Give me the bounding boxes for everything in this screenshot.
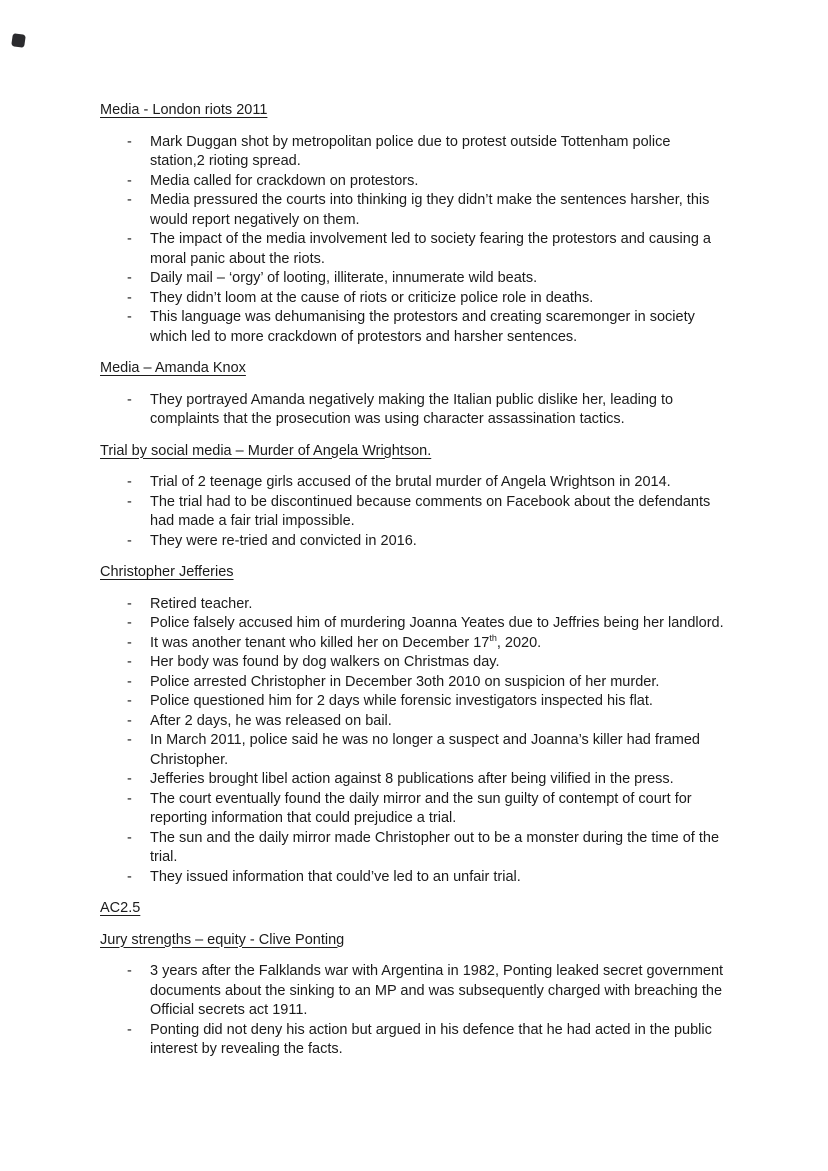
bullet-item xyxy=(100,770,728,790)
bullet-text: Daily mail – ‘orgy’ of looting, illiterate, innumerate wild beats. xyxy=(150,270,538,286)
bullet-item xyxy=(100,673,728,693)
bullet-list xyxy=(100,473,728,551)
bullet-dash: - xyxy=(127,712,132,729)
bullet-dash: - xyxy=(127,231,132,247)
bullet-text: After 2 days, he was released on bail. xyxy=(150,712,392,729)
bullet-text: They didn’t loom at the cause of riots or criticize police role in deaths. xyxy=(150,289,594,306)
bullet-item xyxy=(100,614,728,634)
section-heading: Christopher Jefferies xyxy=(100,564,234,580)
section-trial-by-social-media xyxy=(100,442,728,552)
bullet-item xyxy=(100,962,728,1021)
bullet-item xyxy=(100,473,728,493)
bullet-text: Police questioned him for 2 days while forensic investigators inspected his flat. xyxy=(150,693,653,709)
bullet-text: In March 2011, police said he was no longer a suspect and Joanna’s killer had framed Christopher. xyxy=(150,732,700,768)
bullet-text: The sun and the daily mirror made Christopher out to be a monster during the time of the trial. xyxy=(150,829,720,865)
section-heading: Jury strengths – equity - Clive Ponting xyxy=(100,931,345,948)
bullet-dash: - xyxy=(127,270,132,286)
bullet-dash: - xyxy=(127,615,132,631)
bullet-dash: - xyxy=(127,693,132,709)
bullet-item xyxy=(100,230,728,269)
bullet-item xyxy=(100,391,728,430)
bullet-dash: - xyxy=(127,963,132,979)
bullet-dash: - xyxy=(127,172,132,189)
bullet-dash: - xyxy=(127,192,132,208)
bullet-item xyxy=(100,634,728,654)
section-heading: AC2.5 xyxy=(100,900,141,916)
bullet-item xyxy=(100,493,728,532)
bullet-item xyxy=(100,269,728,289)
bullet-text: Media pressured the courts into thinking ig they didn’t make the sentences harsher, this would report negatively on them. xyxy=(150,192,710,228)
bullet-text: The court eventually found the daily mirror and the sun guilty of contempt of court for reporting information that could prejudice a trial. xyxy=(150,790,692,826)
bullet-list xyxy=(100,595,728,888)
bullet-dash: - xyxy=(127,829,132,846)
bullet-dash: - xyxy=(127,289,132,306)
bullet-item xyxy=(100,595,728,615)
bullet-item xyxy=(100,712,728,732)
corner-smudge xyxy=(11,33,26,48)
bullet-item xyxy=(100,289,728,309)
bullet-list xyxy=(100,133,728,348)
bullet-dash: - xyxy=(127,1021,132,1038)
bullet-dash: - xyxy=(127,493,132,510)
section-christopher-jefferies xyxy=(100,563,728,887)
bullet-dash: - xyxy=(127,771,132,787)
bullet-text: The impact of the media involvement led to society fearing the protestors and causing a moral panic about the riots. xyxy=(150,231,711,267)
bullet-text: Jefferies brought libel action against 8 publications after being vilified in the press. xyxy=(150,771,674,787)
bullet-item xyxy=(100,1021,728,1060)
bullet-dash: - xyxy=(127,133,132,150)
ordinal-suffix: th xyxy=(489,632,497,643)
bullet-text: The trial had to be discontinued because comments on Facebook about the defendants had made a fair trial impossible. xyxy=(150,493,711,529)
bullet-text: Retired teacher. xyxy=(150,595,253,612)
bullet-item xyxy=(100,731,728,770)
bullet-item xyxy=(100,191,728,230)
bullet-dash: - xyxy=(127,790,132,807)
bullet-dash: - xyxy=(127,391,132,408)
section-media-amanda-knox xyxy=(100,359,728,430)
section-heading: Media - London riots 2011 xyxy=(100,102,268,118)
bullet-item xyxy=(100,790,728,829)
bullet-dash: - xyxy=(127,595,132,612)
bullet-text: Police falsely accused him of murdering Joanna Yeates due to Jeffries being her landlord. xyxy=(150,615,724,631)
bullet-item xyxy=(100,653,728,673)
bullet-text xyxy=(150,632,542,651)
section-heading: Trial by social media – Murder of Angela Wrightson. xyxy=(100,442,432,459)
bullet-dash: - xyxy=(127,634,132,651)
bullet-dash: - xyxy=(127,532,132,549)
section-heading: Media – Amanda Knox xyxy=(100,360,246,376)
section-media-london-riots xyxy=(100,101,728,347)
bullet-text-part: It was another tenant who killed her on December 17 xyxy=(150,634,490,651)
bullet-text: Trial of 2 teenage girls accused of the brutal murder of Angela Wrightson in 2014. xyxy=(150,474,671,490)
bullet-item xyxy=(100,172,728,192)
bullet-dash: - xyxy=(127,654,132,670)
bullet-item xyxy=(100,692,728,712)
section-ac25 xyxy=(100,899,728,919)
bullet-text: They were re-tried and convicted in 2016. xyxy=(150,532,417,549)
section-jury-strengths-clive-ponting xyxy=(100,931,728,1060)
bullet-text: Ponting did not deny his action but argued in his defence that he had acted in the public interest by revealing the facts. xyxy=(150,1021,712,1057)
bullet-item xyxy=(100,308,728,347)
bullet-item xyxy=(100,829,728,868)
bullet-text: They portrayed Amanda negatively making the Italian public dislike her, leading to complaints that the prosecution was using character assassination tactics. xyxy=(150,391,674,427)
bullet-text-part: , 2020. xyxy=(496,634,542,651)
bullet-list xyxy=(100,962,728,1060)
bullet-item xyxy=(100,532,728,552)
bullet-item xyxy=(100,133,728,172)
bullet-dash: - xyxy=(127,673,132,690)
bullet-text: Mark Duggan shot by metropolitan police due to protest outside Tottenham police station,2 rioting spread. xyxy=(150,133,671,169)
bullet-dash: - xyxy=(127,732,132,748)
bullet-text: 3 years after the Falklands war with Argentina in 1982, Ponting leaked secret government documents about the sinking to an MP and was subsequently charged with breaching the Official secrets act 1911. xyxy=(150,963,724,1018)
bullet-text: Police arrested Christopher in December 3oth 2010 on suspicion of her murder. xyxy=(150,673,660,690)
bullet-text: This language was dehumanising the protestors and creating scaremonger in society which led to more crackdown of protestors and harsher sentences. xyxy=(150,309,695,345)
bullet-list xyxy=(100,391,728,430)
bullet-dash: - xyxy=(127,868,132,885)
bullet-text: Media called for crackdown on protestors. xyxy=(150,172,419,189)
bullet-dash: - xyxy=(127,309,132,325)
bullet-dash: - xyxy=(127,474,132,490)
bullet-item xyxy=(100,868,728,888)
bullet-text: They issued information that could’ve led to an unfair trial. xyxy=(150,868,521,885)
bullet-text: Her body was found by dog walkers on Christmas day. xyxy=(150,654,500,670)
